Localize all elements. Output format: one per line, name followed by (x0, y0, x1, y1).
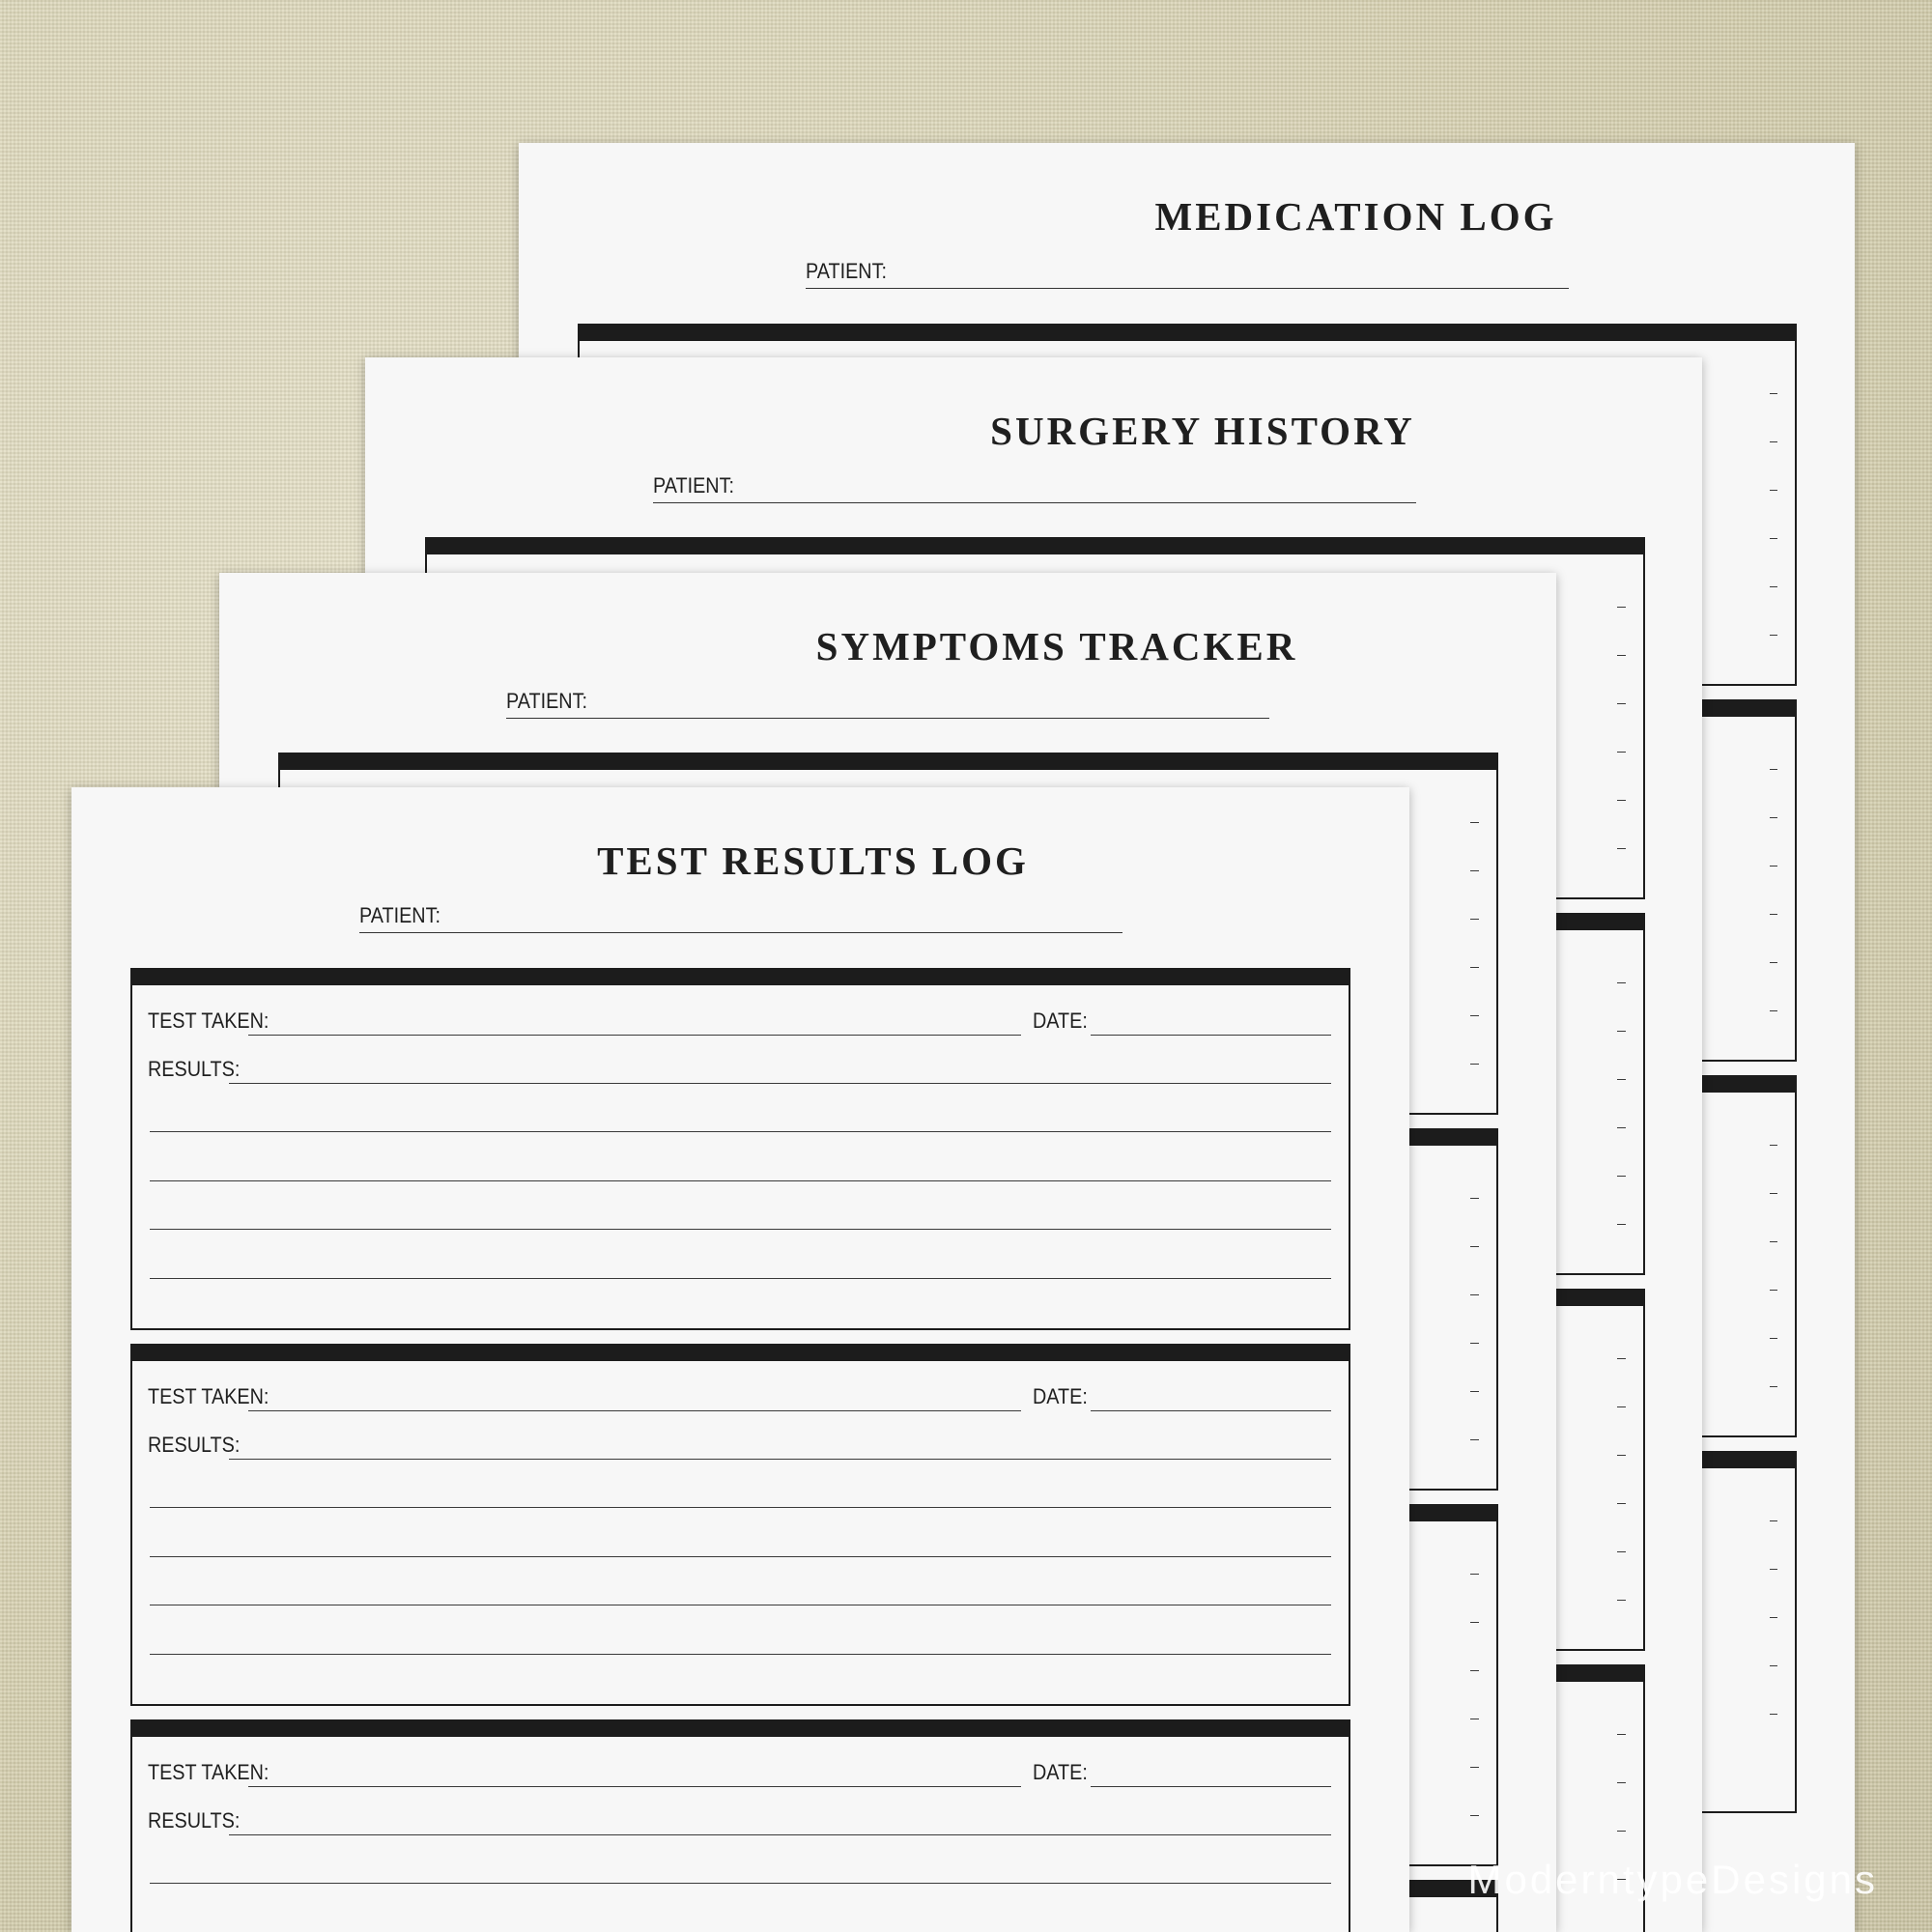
test-entry (130, 1344, 1350, 1706)
patient-label: PATIENT: (506, 689, 587, 713)
results-line[interactable] (150, 1556, 1331, 1557)
results-line[interactable] (150, 1654, 1331, 1655)
patient-label: PATIENT: (806, 259, 887, 283)
date-line[interactable] (1091, 1410, 1331, 1411)
date-line[interactable] (1091, 1035, 1331, 1036)
sheet-title: SYMPTOMS TRACKER (815, 624, 1298, 668)
results-line[interactable] (150, 1131, 1331, 1132)
sheet-title: SURGERY HISTORY (990, 409, 1415, 453)
test-taken-label: TEST TAKEN: (148, 1760, 270, 1784)
watermark: ModerntypeDesigns (1467, 1857, 1878, 1902)
patient-label: PATIENT: (359, 903, 440, 927)
test-taken-line[interactable] (248, 1786, 1021, 1787)
test-taken-line[interactable] (248, 1035, 1021, 1036)
results-label: RESULTS: (148, 1808, 241, 1833)
results-line[interactable] (150, 1180, 1331, 1181)
results-line[interactable] (150, 1229, 1331, 1230)
date-label: DATE: (1033, 1009, 1088, 1033)
patient-field[interactable] (806, 247, 1569, 289)
date-label: DATE: (1033, 1760, 1088, 1784)
test-taken-label: TEST TAKEN: (148, 1384, 270, 1408)
test-taken-label: TEST TAKEN: (148, 1009, 270, 1033)
results-line[interactable] (229, 1083, 1331, 1084)
test-results-log-sheet (71, 787, 1409, 1932)
patient-field[interactable] (359, 892, 1122, 933)
date-label: DATE: (1033, 1384, 1088, 1408)
patient-field[interactable] (506, 677, 1269, 719)
results-line[interactable] (229, 1834, 1331, 1835)
results-line[interactable] (229, 1459, 1331, 1460)
results-line[interactable] (150, 1278, 1331, 1279)
test-entry (130, 968, 1350, 1330)
sheet-title: MEDICATION LOG (1154, 194, 1557, 239)
results-label: RESULTS: (148, 1433, 241, 1457)
patient-field[interactable] (653, 462, 1416, 503)
sheet-title: TEST RESULTS LOG (597, 838, 1029, 883)
results-label: RESULTS: (148, 1057, 241, 1081)
test-entry (130, 1719, 1350, 1932)
results-line[interactable] (150, 1507, 1331, 1508)
date-line[interactable] (1091, 1786, 1331, 1787)
patient-label: PATIENT: (653, 473, 734, 497)
test-taken-line[interactable] (248, 1410, 1021, 1411)
results-line[interactable] (150, 1883, 1331, 1884)
